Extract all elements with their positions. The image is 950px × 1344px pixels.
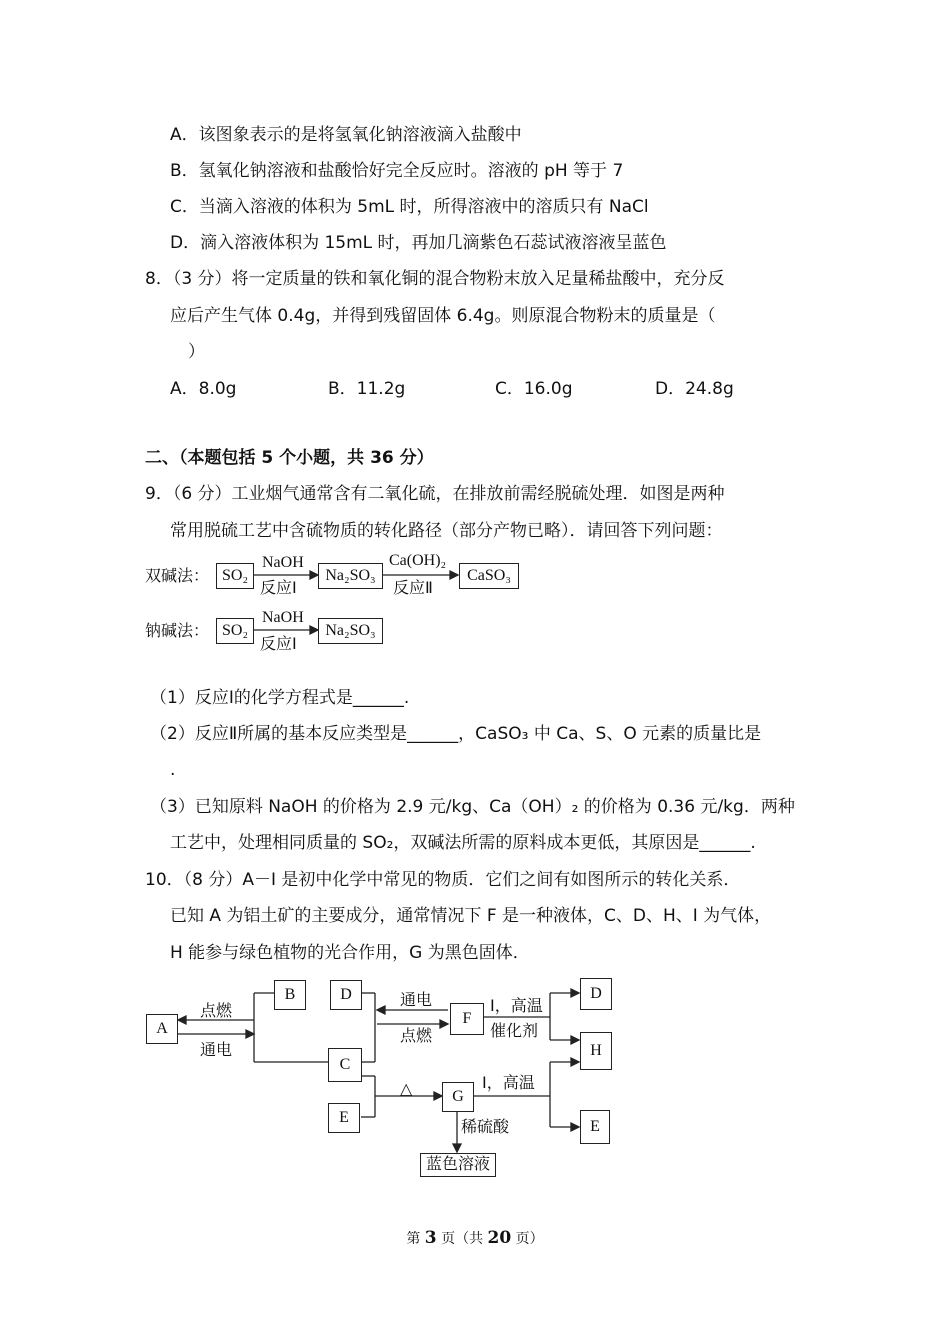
q9-sub2: （2）反应Ⅱ所属的基本反应类型是______，CaSO₃ 中 Ca、S、O 元素的质量比是	[150, 724, 762, 744]
na2so3-box-2: Na₂SO₃	[318, 618, 383, 644]
q9-line1: 9．（6 分）工业烟气通常含有二氧化硫，在排放前需经脱硫处理．如图是两种	[145, 484, 725, 504]
q7-option-b: B．氢氧化钠溶液和盐酸恰好完全反应时。溶液的 pH 等于 7	[170, 161, 624, 181]
node-e: E	[328, 1103, 360, 1133]
double-alkali-label: 双碱法：	[145, 566, 210, 585]
q9-sub1: （1）反应Ⅰ的化学方程式是______.	[150, 688, 410, 708]
node-g: G	[442, 1082, 474, 1112]
node-a: A	[146, 1014, 178, 1044]
i-high-temp-label: I，高温	[490, 996, 543, 1015]
dilute-h2so4-label: 稀硫酸	[461, 1117, 510, 1136]
so2-box: SO₂	[216, 563, 254, 589]
q9-sub3: （3）已知原料 NaOH 的价格为 2.9 元/kg、Ca（OH）₂ 的价格为 0.36 元/kg．两种	[150, 797, 795, 817]
q8-option-b: B．11.2g	[328, 379, 406, 399]
q10-line2: 已知 A 为铝土矿的主要成分，通常情况下 F 是一种液体，C、D、H、I 为气体，	[170, 906, 772, 926]
q8-option-c: C．16.0g	[495, 379, 573, 399]
ignite-label: 点燃	[200, 1001, 233, 1020]
node-d: D	[330, 980, 362, 1010]
electrolysis-label-2: 通电	[400, 990, 433, 1009]
q8-line3: ）	[188, 342, 205, 362]
q8-option-d: D．24.8g	[655, 379, 734, 399]
node-b: B	[274, 980, 306, 1010]
section-heading: 二、（本题包括 5 个小题，共 36 分）	[145, 448, 434, 468]
electrolysis-label: 通电	[200, 1040, 233, 1059]
footer-post: 页）	[515, 1231, 544, 1247]
heat-symbol: △	[400, 1079, 413, 1098]
reaction1-label: 反应Ⅰ	[260, 578, 297, 597]
naoh-reagent: NaOH	[262, 554, 304, 571]
q10-line1: 10．（8 分）A－I 是初中化学中常见的物质．它们之间有如图所示的转化关系．	[145, 870, 741, 890]
sodium-alkali-label: 钠碱法：	[145, 621, 210, 640]
footer-total-pages: 20	[487, 1228, 512, 1248]
footer-pre: 第	[406, 1231, 421, 1247]
node-e-2: E	[580, 1110, 610, 1144]
node-d-2: D	[580, 978, 612, 1010]
page-footer	[0, 1228, 950, 1248]
q7-option-a: A．该图象表示的是将氢氧化钠溶液滴入盐酸中	[170, 125, 522, 145]
q9-line2: 常用脱硫工艺中含硫物质的转化路径（部分产物已略）．请回答下列问题：	[170, 521, 723, 541]
na2so3-box: Na₂SO₃	[318, 563, 383, 589]
node-h: H	[580, 1032, 612, 1070]
naoh-reagent-2: NaOH	[262, 609, 304, 626]
q10-line3: H 能参与绿色植物的光合作用，G 为黑色固体．	[170, 943, 530, 963]
node-c: C	[328, 1048, 362, 1082]
blue-solution-box: 蓝色溶液	[420, 1153, 496, 1177]
reaction2-label: 反应Ⅱ	[393, 578, 433, 597]
catalyst-label: 催化剂	[490, 1021, 539, 1040]
q9-sub2-cont: .	[170, 760, 176, 780]
so2-box-2: SO₂	[216, 618, 254, 644]
caso3-box: CaSO₃	[459, 563, 519, 589]
node-f: F	[450, 1003, 484, 1035]
i-high-temp-label-2: I，高温	[482, 1073, 535, 1092]
caoh2-reagent: Ca(OH)₂	[389, 552, 447, 569]
q8-option-a: A．8.0g	[170, 379, 237, 399]
q8-line1: 8．（3 分）将一定质量的铁和氧化铜的混合物粉末放入足量稀盐酸中，充分反	[145, 269, 725, 289]
ignite-label-2: 点燃	[400, 1026, 433, 1045]
q7-option-d: D．滴入溶液体积为 15mL 时，再加几滴紫色石蕊试液溶液呈蓝色	[170, 233, 667, 253]
footer-mid: 页（共	[441, 1231, 484, 1247]
q8-line2: 应后产生气体 0.4g，并得到残留固体 6.4g。则原混合物粉末的质量是（	[170, 306, 716, 326]
reaction1-label-2: 反应Ⅰ	[260, 634, 297, 653]
footer-page-number: 3	[424, 1228, 437, 1248]
q7-option-c: C．当滴入溶液的体积为 5mL 时，所得溶液中的溶质只有 NaCl	[170, 197, 649, 217]
q9-sub3-cont: 工艺中，处理相同质量的 SO₂，双碱法所需的原料成本更低，其原因是______.	[170, 833, 756, 853]
